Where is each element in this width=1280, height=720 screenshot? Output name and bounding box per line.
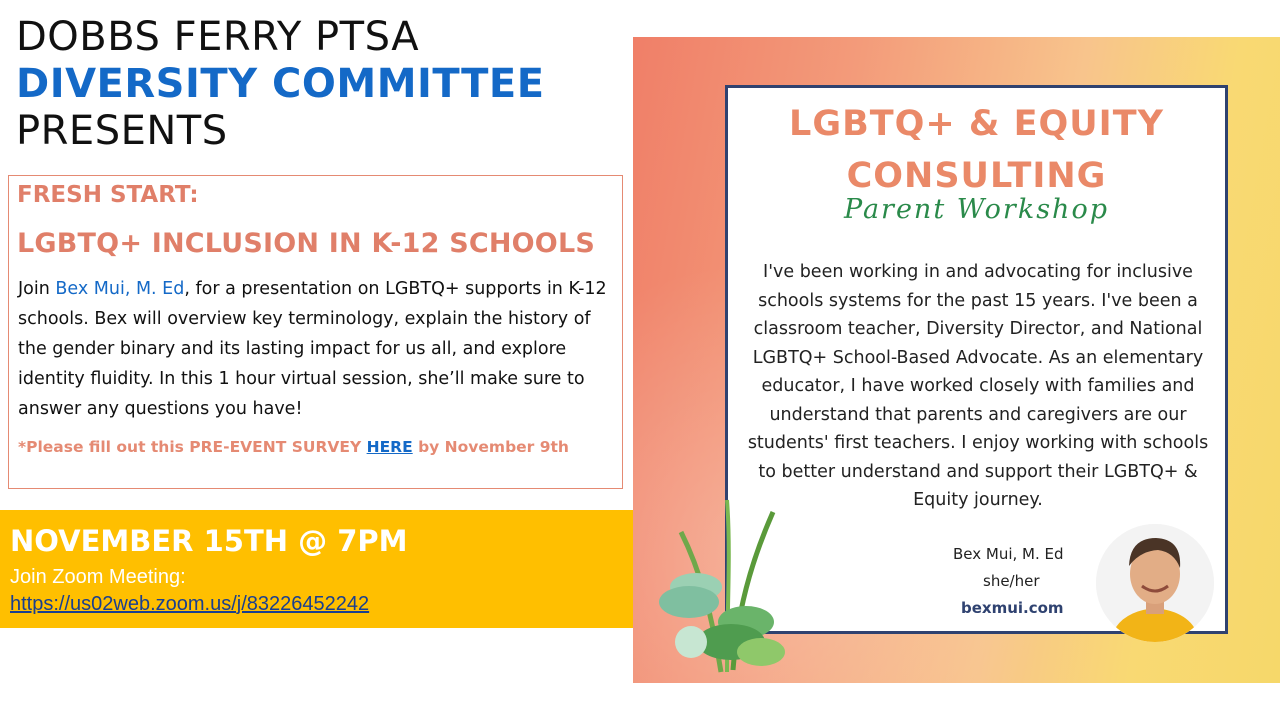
flyer-subtitle: Parent Workshop xyxy=(844,194,1109,225)
flyer-bio: I've been working in and advocating for inclusive schools systems for the past 15 years. I've been a classroom teacher, Diversity Director, and National LGBTQ+ School-Based Advocate. As an elementary educator, I have worked closely with families and understand that parents and caregivers are our students' first teachers. I enjoy working with schools to better understand and support their LGBTQ+ & Equity journey. xyxy=(747,262,1209,510)
event-title: LGBTQ+ INCLUSION IN K-12 SCHOOLS xyxy=(17,228,596,259)
flyer-title-line1: LGBTQ+ & EQUITY xyxy=(789,104,1164,144)
flyer-title-line2: CONSULTING xyxy=(846,156,1107,196)
desc-prefix: Join xyxy=(18,279,56,299)
signature-name: Bex Mui, M. Ed xyxy=(953,545,1064,563)
succulent-illustration xyxy=(651,492,801,677)
survey-link[interactable]: HERE xyxy=(366,438,413,456)
signature-pronouns: she/her xyxy=(983,572,1040,590)
flyer-title xyxy=(728,98,1225,202)
survey-notice xyxy=(18,438,569,456)
event-kicker: FRESH START: xyxy=(17,182,199,208)
workshop-flyer xyxy=(633,37,1280,683)
title-line-committee: DIVERSITY COMMITTEE xyxy=(16,61,545,107)
zoom-label: Join Zoom Meeting: xyxy=(10,566,186,588)
presenter-link[interactable]: Bex Mui, M. Ed xyxy=(55,279,185,299)
survey-suffix: by November 9th xyxy=(412,438,569,456)
date-banner xyxy=(0,510,633,628)
zoom-link[interactable]: https://us02web.zoom.us/j/83226452242 xyxy=(10,593,370,615)
presenter-avatar xyxy=(1096,524,1214,642)
event-description xyxy=(18,274,618,424)
signature-website: bexmui.com xyxy=(961,599,1064,617)
title-line-ptsa: DOBBS FERRY PTSA xyxy=(16,14,420,60)
survey-prefix: *Please fill out this PRE-EVENT SURVEY xyxy=(18,438,367,456)
event-date-time: NOVEMBER 15TH @ 7PM xyxy=(10,524,408,558)
event-description-box xyxy=(8,175,623,489)
title-line-presents: PRESENTS xyxy=(16,108,228,154)
desc-body: , for a presentation on LGBTQ+ supports in K-12 schools. Bex will overview key terminology, explain the history of the gender binary and its lasting impact for us all, and explore identity fluidity. In this 1 hour virtual session, she’ll make sure to answer any questions you have! xyxy=(18,279,607,419)
